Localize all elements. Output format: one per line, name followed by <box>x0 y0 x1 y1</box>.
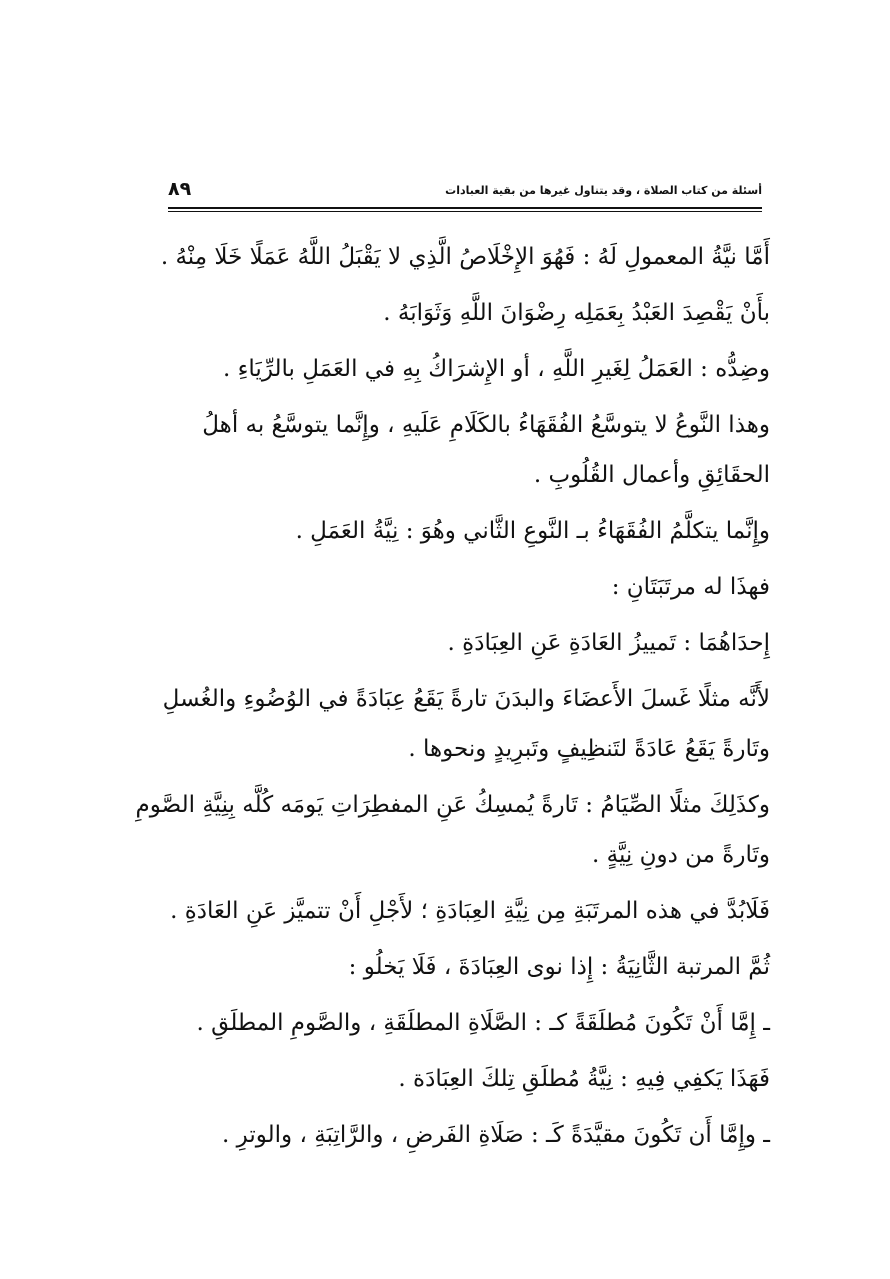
paragraph <box>150 942 770 992</box>
text-line: لأَنَّه مثلًا غَسلَ الأَعضَاءَ والبدَنَ تارةً يَقَعُ عِبَادَةً في الوُضُوءِ والغُسلِ <box>162 686 770 712</box>
text-line: ـ إِمَّا أَنْ تَكُونَ مُطلَقَةً كـ : الصَّلَاةِ المطلَقَةِ ، والصَّومِ المطلَقِ . <box>196 1010 770 1036</box>
paragraph <box>150 618 770 668</box>
text-line: وهذا النَّوعُ لا يتوسَّعُ الفُقَهَاءُ بالكَلَامِ عَلَيهِ ، وإِنَّما يتوسَّعُ به أهلُ <box>202 412 770 438</box>
text-line: وكذَلِكَ مثلًا الصِّيَامُ : تَارةً يُمسِكُ عَنِ المفطِرَاتِ يَومَه كُلَّه بِنِيَّةِ الصَّومِ <box>135 792 770 818</box>
text-line: وضِدُّه : العَمَلُ لِغَيرِ اللَّهِ ، أو الإِشرَاكُ بِهِ في العَمَلِ بالرِّيَاءِ . <box>222 356 770 382</box>
paragraph <box>150 562 770 612</box>
text-line: إِحدَاهُمَا : تَمييزُ العَادَةِ عَنِ العِبَادَةِ . <box>447 630 770 656</box>
text-line: ـ وإِمَّا أَن تَكُونَ مقيَّدَةً كَـ : صَلَاةِ الفَرضِ ، والرَّاتِبَةِ ، والوترِ . <box>222 1122 770 1148</box>
text-line: أَمَّا نيَّةُ المعمولِ لَهُ : فَهُوَ الإِخْلَاصُ الَّذِي لا يَقْبَلُ اللَّهُ عَمَلًا خَلَا مِنْهُ . <box>160 244 770 270</box>
text-line: ثُمَّ المرتبة الثَّانِيَةُ : إِذا نوى العِبَادَةَ ، فَلَا يَخلُو : <box>348 954 770 980</box>
header-rule-thin <box>168 211 762 212</box>
text-line: وإِنَّما يتكلَّمُ الفُقَهَاءُ بـ النَّوعِ الثَّاني وهُوَ : نِيَّةُ العَمَلِ . <box>295 518 770 544</box>
text-line: وتَارةً من دونِ نِيَّةٍ . <box>592 842 770 868</box>
text-line: فَهَذَا يَكفِي فِيهِ : نِيَّةُ مُطلَقِ تِلكَ العِبَادَة . <box>398 1066 770 1092</box>
text-line: بأَنْ يَقْصِدَ العَبْدُ بِعَمَلِه رِضْوَانَ اللَّهِ وَثَوَابَهُ . <box>383 300 770 326</box>
paragraph <box>150 400 770 500</box>
paragraph <box>150 506 770 556</box>
paragraph <box>150 1054 770 1104</box>
paragraph <box>150 232 770 282</box>
text-line: فَلَابُدَّ في هذه المرتَبَةِ مِن نِيَّةِ العِبَادَةِ ؛ لأَجْلِ أَنْ تتميَّز عَنِ العَادَةِ . <box>170 898 770 924</box>
page-number: ٨٩ <box>168 178 192 200</box>
paragraph <box>135 780 770 880</box>
running-header-title: أسئلة من كتاب الصلاة ، وقد يتناول غيرها من بقية العبادات <box>445 184 762 197</box>
paragraph <box>150 998 770 1048</box>
paragraph <box>150 344 770 394</box>
paragraph <box>150 886 770 936</box>
page-header <box>168 178 762 204</box>
paragraph <box>150 288 770 338</box>
header-rule <box>168 207 762 209</box>
paragraph <box>150 674 770 774</box>
text-line: الحقَائِقِ وأعمال القُلُوبِ . <box>533 462 770 488</box>
body-text <box>135 232 770 1166</box>
paragraph <box>150 1110 770 1160</box>
text-line: وتَارةً يَقَعُ عَادَةً لتَنظِيفٍ وتَبرِيدٍ ونحوها . <box>408 736 770 762</box>
text-line: فهذَا له مرتَبَتَانِ : <box>611 574 770 600</box>
